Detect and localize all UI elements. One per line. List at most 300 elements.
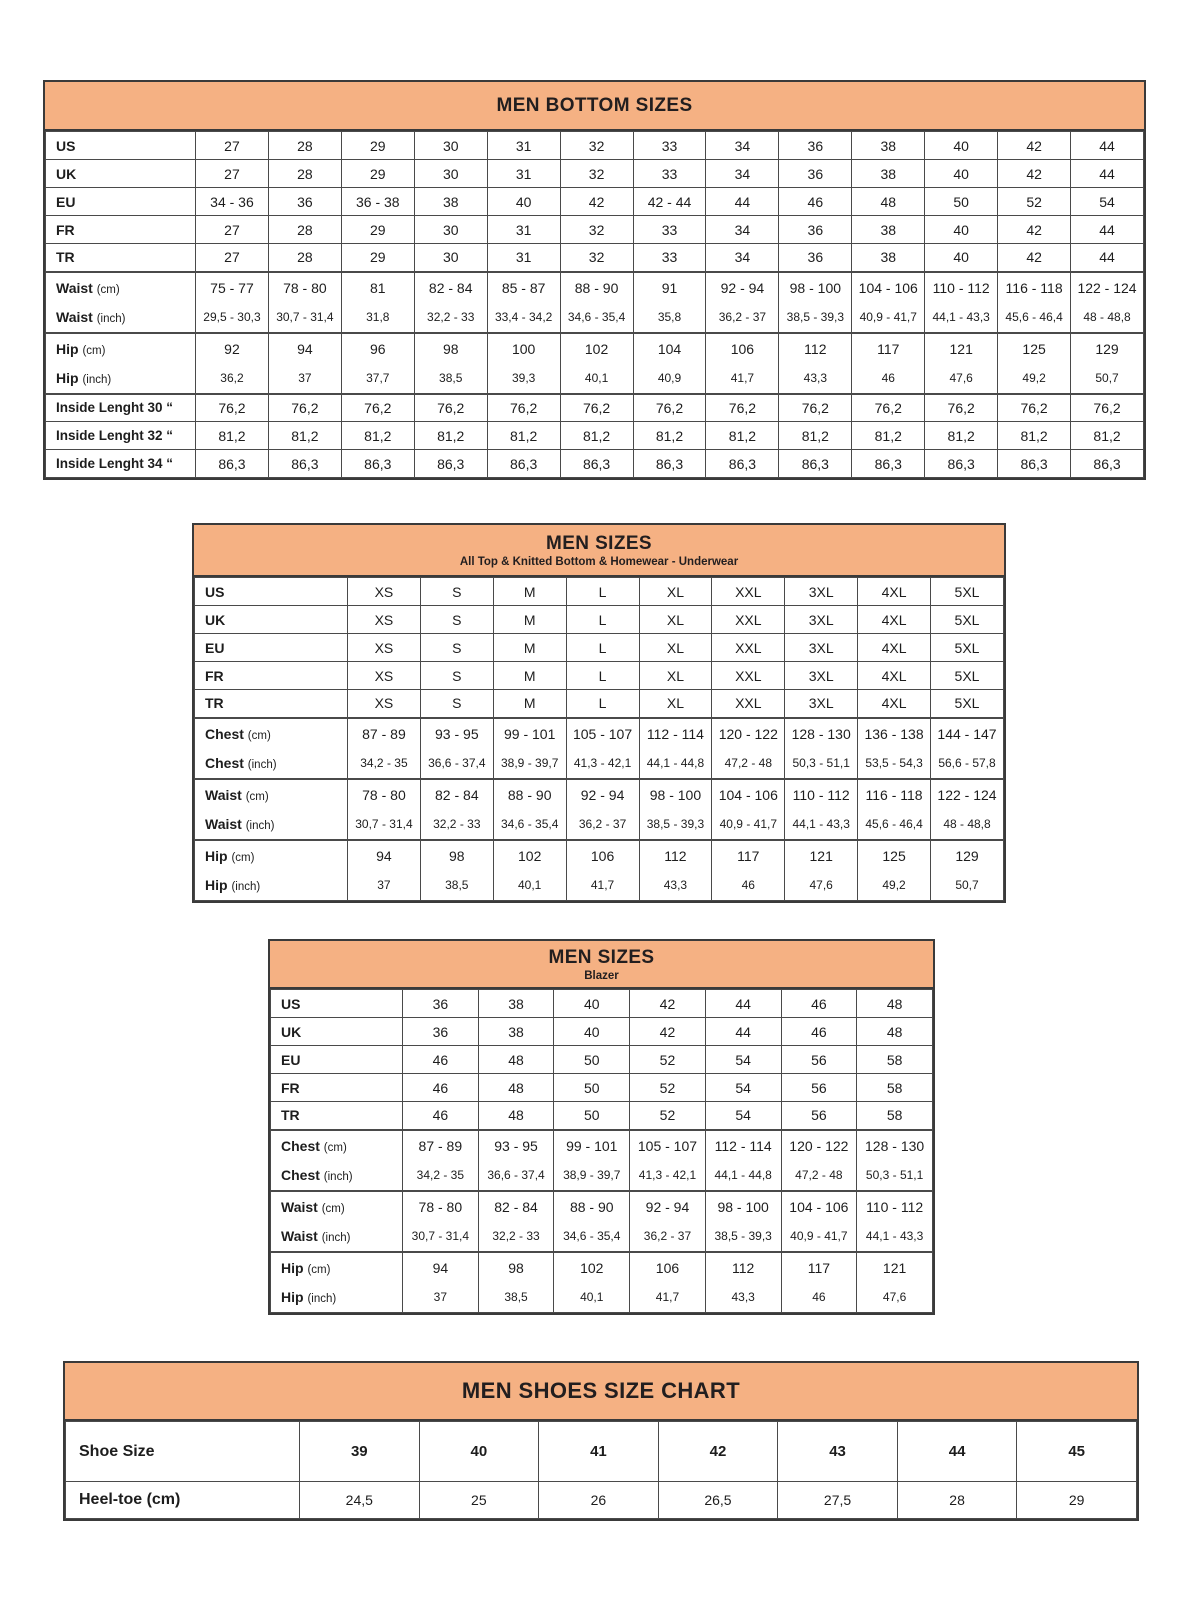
men-bottom-sizes-header [45, 82, 1144, 131]
table-row [271, 1074, 933, 1102]
row-label [271, 1102, 403, 1130]
cell: 30,7 - 31,4 [403, 1222, 479, 1252]
table-row [46, 188, 1144, 216]
cell: 98 [420, 840, 493, 871]
cell: 34,6 - 35,4 [493, 810, 566, 840]
cell: 36,6 - 37,4 [420, 749, 493, 779]
cell: S [420, 606, 493, 634]
cell: 56 [781, 1074, 857, 1102]
row-label-text: Hip [281, 1289, 304, 1306]
row-label-unit: (inch) [321, 1232, 351, 1244]
row-label [195, 871, 348, 901]
cell: 24,5 [300, 1482, 420, 1519]
cell: 3XL [785, 662, 858, 690]
cell: 29 [341, 216, 414, 244]
cell: 34 [706, 132, 779, 160]
table-row [46, 394, 1144, 422]
cell: 81,2 [560, 422, 633, 450]
cell: 28 [268, 244, 341, 272]
cell: 125 [858, 840, 931, 871]
table-row [46, 303, 1144, 333]
cell: 36 [403, 990, 479, 1018]
cell: 98 [414, 333, 487, 364]
row-label [271, 1046, 403, 1074]
cell: 54 [705, 1102, 781, 1130]
cell: 42 [630, 1018, 706, 1046]
table-row [195, 718, 1004, 749]
cell: 52 [630, 1046, 706, 1074]
cell: XS [348, 606, 421, 634]
cell: 44 [897, 1422, 1017, 1482]
men-shoes-size-chart-header [65, 1363, 1137, 1421]
cell: 29 [341, 132, 414, 160]
cell: 4XL [858, 578, 931, 606]
row-label [46, 303, 196, 333]
cell: 44 [1071, 160, 1144, 188]
cell: 121 [857, 1252, 933, 1283]
men-shoes-size-chart-grid [65, 1421, 1137, 1519]
row-label-unit: (cm) [307, 1263, 331, 1276]
cell: 44,1 - 43,3 [925, 303, 998, 333]
cell: 98 - 100 [779, 272, 852, 303]
cell: 32 [560, 216, 633, 244]
cell: 54 [705, 1046, 781, 1074]
cell: 48 [478, 1102, 554, 1130]
table-row [46, 216, 1144, 244]
row-label [195, 718, 348, 749]
row-label-text: Hip [56, 340, 79, 357]
cell: M [493, 578, 566, 606]
cell: 76,2 [341, 394, 414, 422]
cell: 86,3 [706, 450, 779, 478]
cell: 94 [348, 840, 421, 871]
row-label-text: TR [205, 695, 224, 712]
cell: 76,2 [1071, 394, 1144, 422]
table-row [271, 1102, 933, 1130]
cell: 40,9 - 41,7 [781, 1222, 857, 1252]
cell: 56 [781, 1102, 857, 1130]
cell: 31 [487, 216, 560, 244]
cell: 106 [706, 333, 779, 364]
cell: 76,2 [560, 394, 633, 422]
cell: 46 [403, 1074, 479, 1102]
cell: 44 [706, 188, 779, 216]
cell: 98 [478, 1252, 554, 1283]
cell: 40,1 [493, 871, 566, 901]
cell: 26,5 [658, 1482, 778, 1519]
row-label [46, 272, 196, 303]
cell: 3XL [785, 578, 858, 606]
table-row [195, 690, 1004, 718]
cell: 42 [560, 188, 633, 216]
row-label-unit: (inch) [96, 313, 126, 325]
men-sizes-top-grid [194, 577, 1004, 901]
row-label [46, 422, 196, 450]
row-label-text: Chest [205, 755, 244, 771]
table-row [46, 272, 1144, 303]
cell: 81,2 [341, 422, 414, 450]
cell: 104 [633, 333, 706, 364]
cell: 81,2 [852, 422, 925, 450]
row-label-unit: (cm) [82, 344, 106, 357]
table-row [271, 1130, 933, 1161]
cell: 40,9 - 41,7 [852, 303, 925, 333]
row-label [271, 1283, 403, 1313]
row-label-unit: (cm) [96, 283, 120, 296]
cell: 46 [779, 188, 852, 216]
cell: 87 - 89 [348, 718, 421, 749]
row-label-text: Waist [56, 309, 93, 325]
cell: 27 [196, 244, 269, 272]
cell: 105 - 107 [566, 718, 639, 749]
table-row [195, 810, 1004, 840]
cell: 48 [852, 188, 925, 216]
row-label-unit: (inch) [82, 374, 112, 386]
cell: 4XL [858, 690, 931, 718]
row-label-text: FR [281, 1079, 300, 1096]
row-label-text: Waist [205, 816, 242, 832]
cell: 3XL [785, 634, 858, 662]
table-row [271, 1252, 933, 1283]
row-label [271, 1018, 403, 1046]
cell: 40,1 [560, 364, 633, 394]
cell: 104 - 106 [852, 272, 925, 303]
cell: 42 [658, 1422, 778, 1482]
cell: L [566, 634, 639, 662]
cell: 50 [554, 1102, 630, 1130]
row-label [271, 1161, 403, 1191]
cell: 40,9 - 41,7 [712, 810, 785, 840]
cell: L [566, 662, 639, 690]
cell: 43,3 [705, 1283, 781, 1313]
cell: 50,3 - 51,1 [857, 1161, 933, 1191]
table-row [46, 160, 1144, 188]
row-label-text: UK [205, 611, 226, 628]
cell: 76,2 [852, 394, 925, 422]
row-label [195, 779, 348, 810]
row-label-text: FR [205, 667, 224, 684]
row-label-unit: (cm) [231, 851, 255, 864]
cell: 31 [487, 160, 560, 188]
cell: 29,5 - 30,3 [196, 303, 269, 333]
cell: 38 [852, 160, 925, 188]
row-label-text: Chest [281, 1137, 320, 1154]
cell: 38,9 - 39,7 [554, 1161, 630, 1191]
row-label-text: Hip [205, 877, 228, 894]
table-row [46, 422, 1144, 450]
cell: 47,6 [785, 871, 858, 901]
cell: 44 [1071, 244, 1144, 272]
cell: M [493, 690, 566, 718]
cell: 122 - 124 [1071, 272, 1144, 303]
cell: 34,2 - 35 [403, 1161, 479, 1191]
cell: 112 [705, 1252, 781, 1283]
cell: 27,5 [778, 1482, 898, 1519]
cell: 32,2 - 33 [420, 810, 493, 840]
cell: 44 [1071, 216, 1144, 244]
cell: 81,2 [779, 422, 852, 450]
cell: 44,1 - 43,3 [785, 810, 858, 840]
cell: XL [639, 578, 712, 606]
cell: 28 [268, 132, 341, 160]
table-row [46, 364, 1144, 394]
cell: 25 [419, 1482, 539, 1519]
cell: 92 - 94 [630, 1191, 706, 1222]
cell: 36 [403, 1018, 479, 1046]
row-label [46, 364, 196, 394]
cell: 48 - 48,8 [931, 810, 1004, 840]
cell: 50 [554, 1046, 630, 1074]
row-label-text: Chest [281, 1167, 320, 1183]
cell: 45,6 - 46,4 [998, 303, 1071, 333]
cell: 33,4 - 34,2 [487, 303, 560, 333]
cell: L [566, 690, 639, 718]
table-row [66, 1422, 1137, 1482]
cell: 27 [196, 160, 269, 188]
row-label-text: Hip [281, 1259, 304, 1276]
cell: 31,8 [341, 303, 414, 333]
row-label-text: US [205, 583, 225, 600]
cell: 86,3 [998, 450, 1071, 478]
cell: 34 [706, 216, 779, 244]
row-label-unit: (cm) [323, 1141, 347, 1154]
cell: 121 [785, 840, 858, 871]
table-subtitle: Blazer [584, 969, 619, 982]
cell: 33 [633, 132, 706, 160]
row-label [195, 578, 348, 606]
cell: 37 [403, 1283, 479, 1313]
cell: 76,2 [487, 394, 560, 422]
cell: 46 [781, 1018, 857, 1046]
cell: 30 [414, 132, 487, 160]
cell: 48 - 48,8 [1071, 303, 1144, 333]
cell: 44,1 - 43,3 [857, 1222, 933, 1252]
cell: 99 - 101 [493, 718, 566, 749]
cell: 42 [998, 244, 1071, 272]
cell: 129 [1071, 333, 1144, 364]
cell: 110 - 112 [925, 272, 998, 303]
cell: 112 [779, 333, 852, 364]
row-label [195, 810, 348, 840]
cell: 28 [268, 160, 341, 188]
cell: 76,2 [414, 394, 487, 422]
cell: 100 [487, 333, 560, 364]
cell: 28 [268, 216, 341, 244]
cell: 42 [998, 132, 1071, 160]
cell: 31 [487, 244, 560, 272]
cell: 30,7 - 31,4 [268, 303, 341, 333]
men-sizes-blazer-header [270, 941, 933, 989]
cell: 93 - 95 [478, 1130, 554, 1161]
cell: 81,2 [196, 422, 269, 450]
cell: 56,6 - 57,8 [931, 749, 1004, 779]
cell: 49,2 [858, 871, 931, 901]
cell: 88 - 90 [493, 779, 566, 810]
row-label-text: Inside Lenght 34 “ [56, 456, 174, 471]
table-row [195, 634, 1004, 662]
cell: 5XL [931, 634, 1004, 662]
cell: 86,3 [1071, 450, 1144, 478]
cell: 81,2 [414, 422, 487, 450]
cell: 36 [268, 188, 341, 216]
cell: 125 [998, 333, 1071, 364]
cell: 78 - 80 [268, 272, 341, 303]
cell: 50,3 - 51,1 [785, 749, 858, 779]
cell: 32,2 - 33 [414, 303, 487, 333]
cell: 38,5 - 39,3 [639, 810, 712, 840]
cell: 27 [196, 216, 269, 244]
table-row [271, 1191, 933, 1222]
cell: 98 - 100 [639, 779, 712, 810]
cell: 129 [931, 840, 1004, 871]
cell: 41 [539, 1422, 659, 1482]
cell: 41,7 [630, 1283, 706, 1313]
cell: L [566, 606, 639, 634]
cell: 76,2 [925, 394, 998, 422]
cell: 92 [196, 333, 269, 364]
table-title: MEN SIZES [545, 532, 652, 554]
cell: 50,7 [931, 871, 1004, 901]
cell: 76,2 [196, 394, 269, 422]
cell: 33 [633, 216, 706, 244]
cell: XL [639, 606, 712, 634]
cell: 33 [633, 160, 706, 188]
cell: 86,3 [268, 450, 341, 478]
row-label [271, 1074, 403, 1102]
cell: 50,7 [1071, 364, 1144, 394]
cell: 36 [779, 216, 852, 244]
row-label-text: Waist [56, 279, 93, 296]
cell: 128 - 130 [785, 718, 858, 749]
cell: 5XL [931, 662, 1004, 690]
cell: 112 [639, 840, 712, 871]
cell: 36 [779, 132, 852, 160]
cell: 47,6 [925, 364, 998, 394]
cell: 112 - 114 [639, 718, 712, 749]
table-row [46, 132, 1144, 160]
row-label [271, 1191, 403, 1222]
table-row [195, 749, 1004, 779]
cell: XS [348, 578, 421, 606]
cell: 40 [925, 216, 998, 244]
row-label-text: US [281, 995, 301, 1012]
cell: 34 [706, 160, 779, 188]
table-title: MEN SIZES [548, 946, 655, 968]
cell: 86,3 [341, 450, 414, 478]
cell: 47,2 - 48 [712, 749, 785, 779]
cell: XXL [712, 690, 785, 718]
cell: 4XL [858, 606, 931, 634]
cell: 36 - 38 [341, 188, 414, 216]
cell: 116 - 118 [858, 779, 931, 810]
cell: 38 [478, 1018, 554, 1046]
table-row [66, 1482, 1137, 1519]
cell: 32,2 - 33 [478, 1222, 554, 1252]
cell: 48 [857, 990, 933, 1018]
cell: 3XL [785, 606, 858, 634]
cell: 41,7 [566, 871, 639, 901]
cell: 78 - 80 [348, 779, 421, 810]
cell: XXL [712, 578, 785, 606]
cell: XXL [712, 606, 785, 634]
cell: 47,2 - 48 [781, 1161, 857, 1191]
cell: 48 [478, 1074, 554, 1102]
cell: 53,5 - 54,3 [858, 749, 931, 779]
cell: 56 [781, 1046, 857, 1074]
cell: 4XL [858, 634, 931, 662]
row-label [46, 394, 196, 422]
cell: 29 [341, 160, 414, 188]
cell: 104 - 106 [781, 1191, 857, 1222]
cell: 86,3 [925, 450, 998, 478]
cell: 38,9 - 39,7 [493, 749, 566, 779]
cell: 58 [857, 1046, 933, 1074]
cell: 38,5 [414, 364, 487, 394]
row-label [46, 333, 196, 364]
cell: 106 [566, 840, 639, 871]
cell: 5XL [931, 690, 1004, 718]
row-label-text: Inside Lenght 30 “ [56, 400, 174, 416]
cell: 37 [348, 871, 421, 901]
men-sizes-top-header [194, 525, 1004, 577]
cell: 76,2 [268, 394, 341, 422]
cell: S [420, 690, 493, 718]
cell: 116 - 118 [998, 272, 1071, 303]
cell: 4XL [858, 662, 931, 690]
table-subtitle: All Top & Knitted Bottom & Homewear - Underwear [459, 555, 739, 568]
cell: 117 [781, 1252, 857, 1283]
cell: 3XL [785, 690, 858, 718]
row-label-text: TR [56, 249, 75, 266]
cell: 43,3 [639, 871, 712, 901]
table-row [46, 450, 1144, 478]
row-label [271, 1130, 403, 1161]
row-label [46, 450, 196, 478]
cell: 41,3 - 42,1 [566, 749, 639, 779]
cell: 40 [554, 990, 630, 1018]
cell: 76,2 [633, 394, 706, 422]
cell: S [420, 578, 493, 606]
row-label [195, 606, 348, 634]
row-label [66, 1482, 300, 1519]
row-label [46, 132, 196, 160]
table-row [271, 1046, 933, 1074]
cell: XL [639, 690, 712, 718]
row-label-text: Chest [205, 725, 244, 742]
cell: 44 [705, 1018, 781, 1046]
cell: 52 [998, 188, 1071, 216]
table-row [46, 333, 1144, 364]
row-label-text: Waist [281, 1228, 318, 1244]
cell: 82 - 84 [420, 779, 493, 810]
row-label-unit: (inch) [323, 1171, 353, 1183]
cell: 39 [300, 1422, 420, 1482]
cell: 40,1 [554, 1283, 630, 1313]
cell: 58 [857, 1102, 933, 1130]
cell: 44 [1071, 132, 1144, 160]
cell: 86,3 [633, 450, 706, 478]
cell: XS [348, 690, 421, 718]
cell: 30,7 - 31,4 [348, 810, 421, 840]
cell: 38,5 - 39,3 [705, 1222, 781, 1252]
cell: 32 [560, 132, 633, 160]
row-label-text: UK [56, 165, 77, 182]
row-label-text: Hip [205, 847, 228, 864]
cell: 40,9 [633, 364, 706, 394]
row-label [195, 690, 348, 718]
table-row [271, 1222, 933, 1252]
cell: 5XL [931, 606, 1004, 634]
